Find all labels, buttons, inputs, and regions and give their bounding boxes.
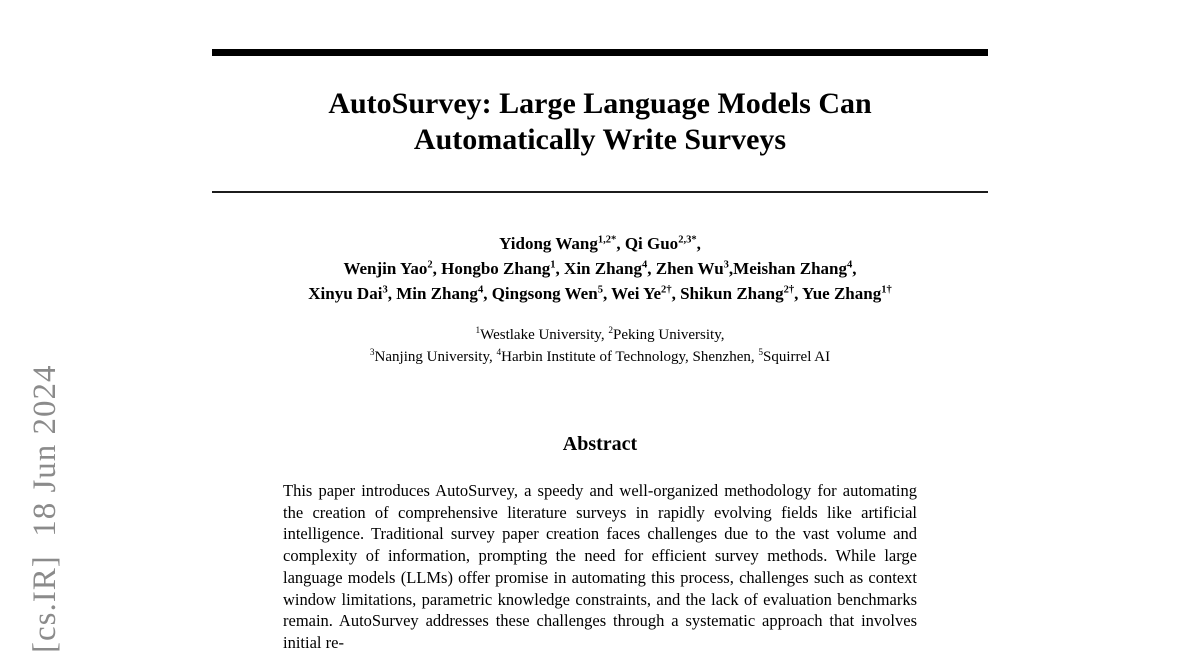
abstract-text: This paper introduces AutoSurvey, a speedy and well-organized methodology for automating the creation of comprehensive literature surveys in rapidly evolving fields like artificial intelligence. Traditional survey paper creation faces challenges due to the vast volume and complexity of information, prompting the need for efficient survey methods. While large language models (LLMs) offer promise in automating this process, challenges such as context window limitations, parametric knowledge constraints, and the lack of evaluation benchmarks remain. AutoSurvey addresses these challenges through a systematic approach that involves initial re-	[283, 481, 917, 652]
paper-page	[212, 0, 988, 654]
paper-title-line1: AutoSurvey: Large Language Models Can	[328, 87, 872, 120]
affiliation-line-2: $^3$Nanjing University, $^4$Harbin Institute of Technology, Shenzhen, $^5$Squirrel AI	[369, 348, 831, 365]
arxiv-category-date-watermark: [cs.IR] 18 Jun 2024	[27, 364, 63, 653]
paper-title-line2: Automatically Write Surveys	[413, 123, 787, 156]
author-line-1: Yidong Wang$^{1,2*}$, Qi Guo$^{2,3*}$,	[499, 234, 701, 253]
author-line-3: Xinyu Dai$^3$, Min Zhang$^4$, Qingsong Wen$^5$, Wei $Ye^{2\dagger}$, Shikun Zhang$^{2\dagger}$, Yue Zhang$^{1\dagger}$	[308, 284, 892, 303]
paper-title	[212, 86, 988, 158]
affiliation-line-1: $^1$Westlake University, $^2$Peking University,	[475, 326, 725, 343]
affiliations-block	[212, 324, 988, 368]
title-bottom-rule	[212, 191, 988, 193]
author-line-2: Wenjin Yao$^2$, Hongbo Zhang$^1$, Xin Zhang$^4$, Zhen Wu$^3$,Meishan Zhang$^4$,	[343, 259, 857, 278]
top-rule	[212, 49, 988, 56]
abstract-heading: Abstract	[562, 433, 638, 455]
authors-block	[212, 231, 988, 306]
